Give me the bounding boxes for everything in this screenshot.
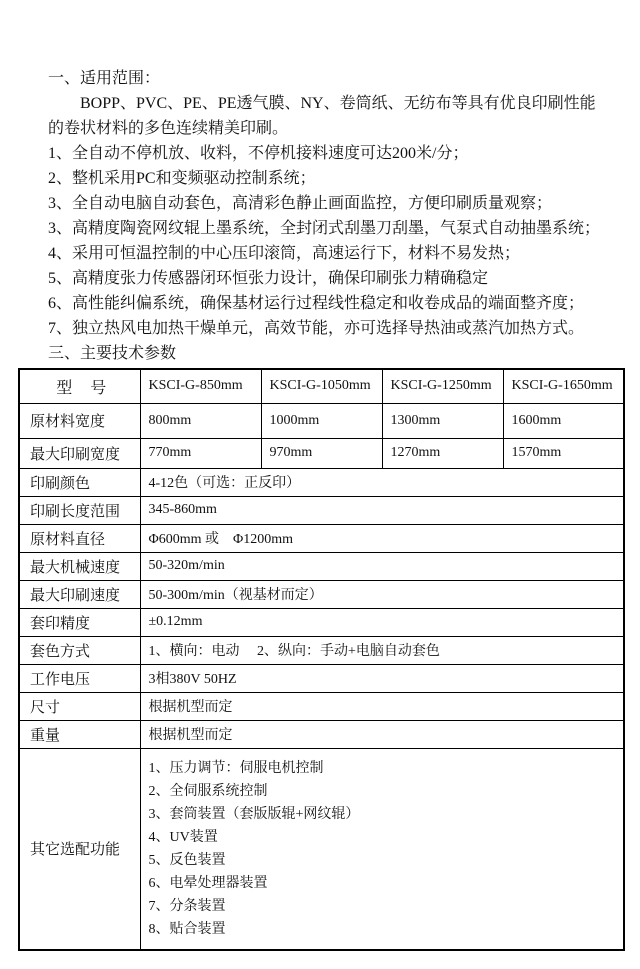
row-label: 原材料宽度 [19,403,140,438]
option-item-4: 4、UV装置 [148,829,218,845]
section-title-scope: 一、适用范围： [48,70,161,87]
feature-item-3b: 3、高精度陶瓷网纹辊上墨系统，全封闭式刮墨刀刮墨，气泵式自动抽墨系统； [48,220,601,237]
option-item-5: 5、反色装置 [148,852,226,868]
value-cell: ±0.12mm [140,608,624,636]
value-cell: 3相380V 50HZ [140,664,624,692]
section-title-parameters: 三、主要技术参数 [48,345,177,362]
spec-table [18,368,625,951]
value-cell: Φ600mm 或 Φ1200mm [140,524,624,552]
row-label: 其它选配功能 [19,748,140,950]
value-cell: 970mm [261,438,382,468]
model-name-cell: KSCI-G-850mm [140,369,261,403]
value-cell: 1600mm [503,403,624,438]
option-item-6: 6、电晕处理器装置 [148,875,268,891]
option-item-3: 3、套筒装置（套版版辊+网纹辊） [148,806,360,822]
table-row-working-voltage [19,664,624,692]
feature-item-5: 5、高精度张力传感器闭环恒张力设计，确保印刷张力精确稳定 [48,270,489,287]
feature-item-6: 6、高性能纠偏系统，确保基材运行过程线性稳定和收卷成品的端面整齐度； [48,295,585,312]
row-label: 套印精度 [19,608,140,636]
feature-item-7: 7、独立热风电加热干燥单元，高效节能，亦可选择导热油或蒸汽加热方式。 [48,320,585,337]
value-cell: 4-12色（可选：正反印） [140,468,624,496]
feature-item-3: 3、全自动电脑自动套色，高清彩色静止画面监控，方便印刷质量观察； [48,195,553,212]
value-cell: 根据机型而定 [140,692,624,720]
optional-features-cell [140,748,624,950]
feature-item-2: 2、整机采用PC和变频驱动控制系统； [48,170,316,187]
table-row-register-accuracy [19,608,624,636]
value-cell: 根据机型而定 [140,720,624,748]
table-row-max-print-speed [19,580,624,608]
table-row-weight [19,720,624,748]
table-row-optional-features [19,748,624,950]
row-label: 印刷颜色 [19,468,140,496]
table-row-max-mech-speed [19,552,624,580]
value-cell: 1570mm [503,438,624,468]
row-label: 最大印刷速度 [19,580,140,608]
scope-paragraph: BOPP、PVC、PE、PE透气膜、NY、卷筒纸、无纺布等具有优良印刷性能的卷状材料的多色连续精美印刷。 [48,95,596,137]
intro-section [48,66,606,366]
table-row-material-diameter [19,524,624,552]
table-row-print-length [19,496,624,524]
option-item-7: 7、分条装置 [148,898,226,914]
header-model-label: 型 号 [19,369,140,403]
table-row-print-width [19,438,624,468]
model-name-cell: KSCI-G-1650mm [503,369,624,403]
option-item-8: 8、贴合装置 [148,921,226,937]
table-row-register-mode [19,636,624,664]
row-label: 原材料直径 [19,524,140,552]
value-cell: 770mm [140,438,261,468]
option-item-1: 1、压力调节：伺服电机控制 [148,760,324,776]
value-cell: 800mm [140,403,261,438]
feature-item-4: 4、采用可恒温控制的中心压印滚筒，高速运行下，材料不易发热； [48,245,521,262]
row-label: 最大机械速度 [19,552,140,580]
row-label: 尺寸 [19,692,140,720]
value-cell: 345-860mm [140,496,624,524]
value-cell: 1270mm [382,438,503,468]
value-cell: 50-320m/min [140,552,624,580]
row-label: 印刷长度范围 [19,496,140,524]
row-label: 套色方式 [19,636,140,664]
row-label: 最大印刷宽度 [19,438,140,468]
row-label: 工作电压 [19,664,140,692]
value-cell: 1000mm [261,403,382,438]
table-row-header [19,369,624,403]
row-label: 重量 [19,720,140,748]
model-name-cell: KSCI-G-1050mm [261,369,382,403]
table-row-dimensions [19,692,624,720]
table-row-material-width [19,403,624,438]
model-name-cell: KSCI-G-1250mm [382,369,503,403]
table-row-print-colors [19,468,624,496]
feature-item-1: 1、全自动不停机放、收料，不停机接料速度可达200米/分； [48,145,469,162]
value-cell: 50-300m/min（视基材而定） [140,580,624,608]
value-cell: 1300mm [382,403,503,438]
option-item-2: 2、全伺服系统控制 [148,783,268,799]
value-cell: 1、横向：电动 2、纵向：手动+电脑自动套色 [140,636,624,664]
